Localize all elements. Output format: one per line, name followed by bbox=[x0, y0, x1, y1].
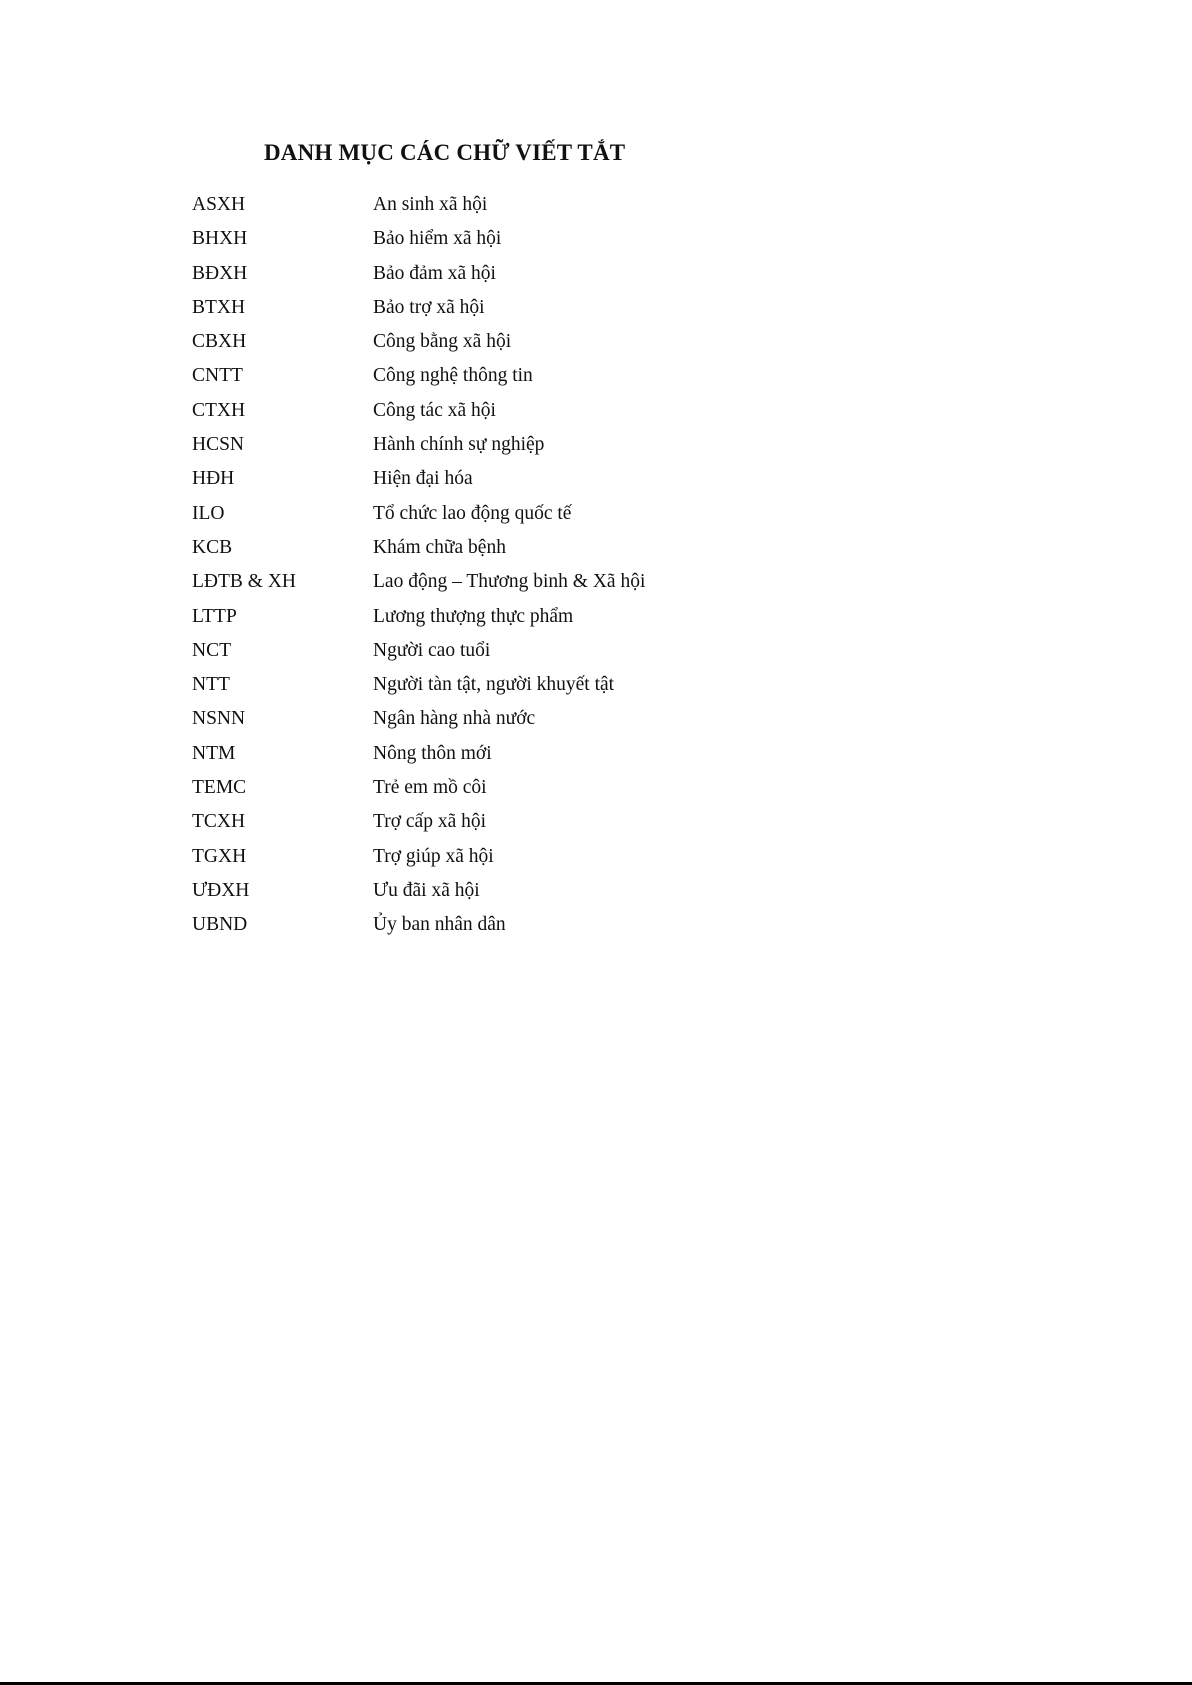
abbreviation-meaning: Hành chính sự nghiệp bbox=[373, 434, 545, 456]
abbreviation-meaning: Trẻ em mồ côi bbox=[373, 777, 487, 799]
abbreviation-term: ASXH bbox=[192, 194, 246, 215]
abbreviation-meaning: Công tác xã hội bbox=[373, 399, 496, 421]
abbreviation-meaning: Khám chữa bệnh bbox=[373, 536, 506, 558]
abbreviation-term: HĐH bbox=[192, 468, 235, 490]
abbreviation-term: NTM bbox=[192, 742, 236, 764]
abbreviation-term: BTXH bbox=[192, 296, 246, 318]
abbreviation-meaning: Bảo trợ xã hội bbox=[373, 296, 485, 318]
abbreviation-term: TCXH bbox=[192, 811, 246, 833]
abbreviation-row bbox=[192, 188, 752, 222]
abbreviation-row bbox=[192, 222, 752, 256]
abbreviation-term: UBND bbox=[192, 914, 248, 936]
abbreviation-row bbox=[192, 737, 752, 771]
abbreviation-row bbox=[192, 668, 752, 702]
abbreviation-meaning: An sinh xã hội bbox=[373, 194, 488, 215]
abbreviation-term: TEMC bbox=[192, 777, 247, 799]
abbreviation-meaning: Hiện đại hóa bbox=[373, 468, 473, 490]
abbreviation-meaning: Lao động – Thương binh & Xã hội bbox=[373, 571, 646, 593]
abbreviation-meaning: Người tàn tật, người khuyết tật bbox=[373, 674, 615, 696]
abbreviation-meaning: Công nghệ thông tin bbox=[373, 365, 533, 387]
abbreviation-term: NCT bbox=[192, 639, 231, 661]
abbreviation-row bbox=[192, 291, 752, 325]
abbreviation-meaning: Người cao tuổi bbox=[373, 639, 491, 661]
abbreviation-row bbox=[192, 634, 752, 668]
abbreviation-meaning: Công bằng xã hội bbox=[373, 331, 512, 353]
abbreviation-term: LTTP bbox=[192, 605, 237, 627]
abbreviation-term: KCB bbox=[192, 536, 233, 558]
abbreviation-row bbox=[192, 874, 752, 908]
abbreviation-meaning: Trợ giúp xã hội bbox=[373, 845, 494, 867]
abbreviation-row bbox=[192, 531, 752, 565]
abbreviation-row bbox=[192, 257, 752, 291]
abbreviation-term: BHXH bbox=[192, 228, 248, 250]
abbreviation-row bbox=[192, 394, 752, 428]
abbreviation-row bbox=[192, 325, 752, 359]
abbreviation-term: NTT bbox=[192, 674, 230, 696]
abbreviation-term: BĐXH bbox=[192, 262, 248, 284]
abbreviation-row bbox=[192, 462, 752, 496]
abbreviation-row bbox=[192, 702, 752, 736]
page-title: DANH MỤC CÁC CHỮ VIẾT TẮT bbox=[264, 140, 626, 165]
abbreviation-meaning: Ủy ban nhân dân bbox=[373, 914, 506, 936]
abbreviation-term: ILO bbox=[192, 502, 225, 524]
abbreviation-meaning: Ưu đãi xã hội bbox=[373, 879, 480, 901]
abbreviation-row bbox=[192, 771, 752, 805]
abbreviation-term: NSNN bbox=[192, 708, 246, 730]
abbreviation-row bbox=[192, 497, 752, 531]
abbreviation-term: HCSN bbox=[192, 434, 245, 456]
abbreviation-term: CNTT bbox=[192, 365, 243, 387]
abbreviation-row bbox=[192, 565, 752, 599]
abbreviation-meaning: Tổ chức lao động quốc tế bbox=[373, 502, 572, 524]
abbreviation-meaning: Lương thượng thực phẩm bbox=[373, 605, 574, 627]
abbreviation-row bbox=[192, 600, 752, 634]
abbreviation-meaning: Nông thôn mới bbox=[373, 742, 492, 764]
abbreviation-meaning: Bảo đảm xã hội bbox=[373, 262, 496, 284]
abbreviation-meaning: Trợ cấp xã hội bbox=[373, 811, 487, 833]
abbreviation-meaning: Bảo hiểm xã hội bbox=[373, 228, 502, 250]
abbreviation-term: LĐTB & XH bbox=[192, 571, 296, 593]
abbreviation-row bbox=[192, 428, 752, 462]
abbreviation-row bbox=[192, 840, 752, 874]
abbreviation-term: TGXH bbox=[192, 845, 247, 867]
abbreviation-row bbox=[192, 805, 752, 839]
abbreviation-meaning: Ngân hàng nhà nước bbox=[373, 708, 536, 730]
abbreviation-term: CTXH bbox=[192, 399, 246, 421]
abbreviation-row bbox=[192, 359, 752, 393]
abbreviation-term: CBXH bbox=[192, 331, 247, 353]
abbreviation-list bbox=[192, 188, 752, 943]
abbreviation-term: ƯĐXH bbox=[192, 879, 250, 901]
abbreviation-row bbox=[192, 908, 752, 942]
